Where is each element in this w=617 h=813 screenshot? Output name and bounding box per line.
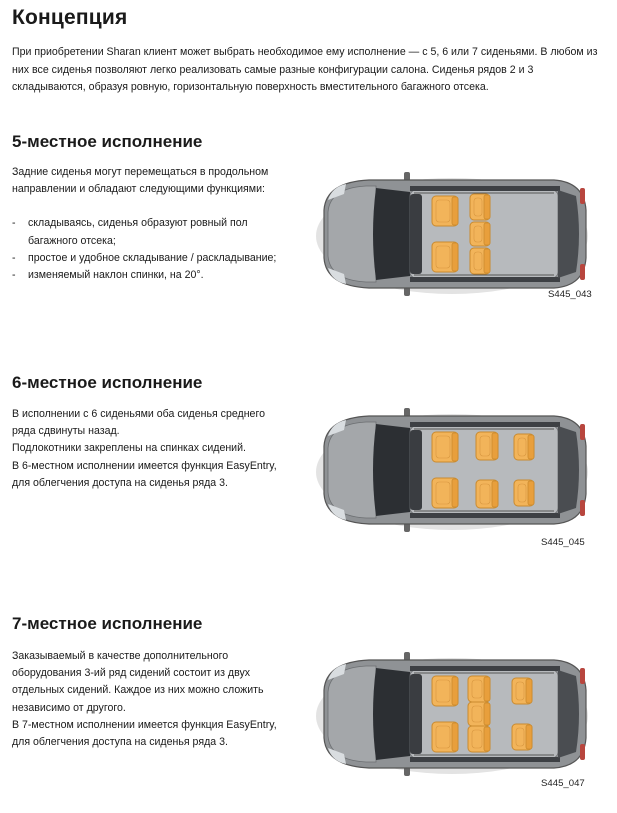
section-heading-7-seat: 7-местное исполнение [12, 614, 203, 633]
windshield [373, 668, 410, 760]
dashboard [410, 674, 422, 754]
seat [468, 676, 490, 702]
seat [432, 432, 458, 462]
seat [476, 432, 498, 460]
seat-backrest [526, 679, 532, 703]
car-seating-diagram-5-seat [314, 170, 590, 298]
side-window [410, 666, 560, 671]
feature-list-item: - складываясь, сиденья образуют ровный пол багажного отсека; [12, 215, 292, 249]
seat [470, 248, 490, 274]
seat-backrest [452, 243, 458, 271]
seat-backrest [484, 195, 490, 219]
tail-light [580, 264, 585, 280]
dashboard [410, 430, 422, 510]
windshield [373, 424, 410, 516]
dashboard [410, 194, 422, 274]
feature-list [12, 215, 292, 284]
tail-light [580, 424, 585, 440]
seat-backrest [452, 433, 458, 461]
figure-caption-7-seat: S445_047 [541, 778, 585, 789]
seat-backrest [492, 433, 498, 459]
figure-caption-6-seat: S445_045 [541, 537, 585, 548]
tail-light [580, 188, 585, 204]
section-text-5-seat [12, 164, 292, 284]
seat-backrest [528, 435, 534, 459]
feature-list-item: - изменяемый наклон спинки, на 20°. [12, 267, 292, 284]
side-window [410, 513, 560, 518]
section-heading-5-seat: 5-местное исполнение [12, 132, 203, 151]
seat [432, 722, 458, 752]
seat-backrest [528, 481, 534, 505]
car-seating-diagram-6-seat [314, 406, 590, 534]
seat [514, 434, 534, 460]
seat [470, 222, 490, 246]
seat-backrest [484, 703, 490, 725]
seat-backrest [452, 723, 458, 751]
seat [476, 480, 498, 508]
seat-backrest [452, 197, 458, 225]
section-paragraph: В 6-местном исполнении имеется функция EasyEntry, для облегчения доступа на сиденья ряда 3. [12, 459, 277, 489]
seat [432, 196, 458, 226]
seat-backrest [452, 479, 458, 507]
seat [514, 480, 534, 506]
section-heading-6-seat: 6-местное исполнение [12, 373, 203, 392]
section-paragraph: В исполнении с 6 сиденьями оба сиденья среднего ряда сдвинуты назад. [12, 408, 265, 438]
seat [468, 726, 490, 752]
feature-list-item: - простое и удобное складывание / раскладывание; [12, 250, 292, 267]
rear-window [558, 670, 579, 758]
rear-window [558, 190, 579, 278]
intro-paragraph: При приобретении Sharan клиент может выбрать необходимое ему исполнение — с 5, 6 или 7 сиденьями. В любом из них все сиденья позволяют легко реализовать самые разные конфигурации салона. Сиденья рядов 2 и 3 складываются, образуя ровную, горизонтальную поверхность вместительного багажного отсека. [12, 46, 598, 93]
seat [512, 678, 532, 704]
car-hood [328, 186, 376, 282]
section-paragraph: Заказываемый в качестве дополнительного оборудования 3-ий ряд сидений состоит из двух отдельных сидений. Каждое из них можно сложить независимо от другого. [12, 650, 264, 714]
figure-caption-5-seat: S445_043 [548, 289, 592, 300]
seat-backrest [492, 481, 498, 507]
seat [512, 724, 532, 750]
seat [468, 702, 490, 726]
side-window [410, 422, 560, 427]
side-window [410, 757, 560, 762]
seat [432, 676, 458, 706]
seat [470, 194, 490, 220]
seat-backrest [484, 677, 490, 701]
section-paragraph: Задние сиденья могут перемещаться в продольном направлении и обладают следующими функциями: [12, 166, 269, 196]
seat-backrest [484, 727, 490, 751]
section-paragraph: В 7-местном исполнении имеется функция EasyEntry, для облегчения доступа на сиденья ряда 3. [12, 718, 277, 749]
tail-light [580, 668, 585, 684]
seat-backrest [484, 249, 490, 273]
windshield [373, 188, 410, 280]
seat-backrest [484, 223, 490, 245]
side-window [410, 186, 560, 191]
section-text-7-seat [12, 648, 297, 751]
tail-light [580, 744, 585, 760]
car-hood [328, 666, 376, 762]
side-window [410, 277, 560, 282]
rear-window [558, 426, 579, 514]
car-hood [328, 422, 376, 518]
tail-light [580, 500, 585, 516]
car-seating-diagram-7-seat [314, 650, 590, 778]
seat [432, 478, 458, 508]
seat-backrest [452, 677, 458, 705]
seat [432, 242, 458, 272]
page-title: Концепция [12, 6, 128, 29]
section-text-6-seat [12, 406, 284, 492]
section-paragraph: Подлокотники закреплены на спинках сидений. [12, 442, 246, 455]
seat-backrest [526, 725, 532, 749]
